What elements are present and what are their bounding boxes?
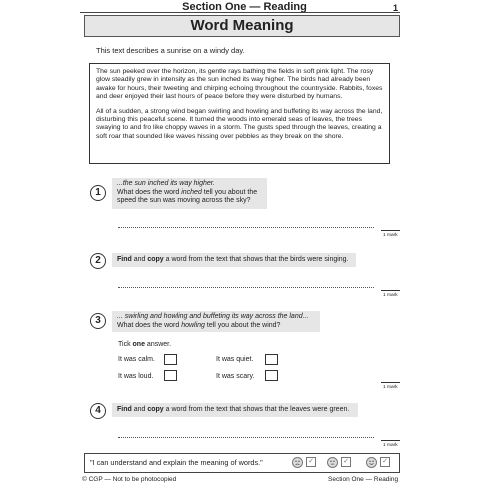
- question-2-mark-line: [381, 290, 400, 291]
- option-label-loud: It was loud.: [118, 373, 154, 380]
- page-number: 1: [392, 3, 398, 13]
- question-4-box: [112, 403, 358, 417]
- footer-section-label: Section One — Reading: [328, 476, 399, 483]
- question-1-text: What does the word inched tell you about the speed the sun was moving across the sky?: [117, 188, 258, 205]
- question-3-text: What does the word howling tell you about the wind?: [117, 321, 281, 329]
- question-3-mark: 1 mark: [383, 385, 398, 390]
- section-title: Section One — Reading: [182, 1, 307, 13]
- tick-instruction: Tick one answer.: [118, 341, 172, 348]
- question-2-mark: 1 mark: [383, 293, 398, 298]
- happy-face-icon: [366, 457, 377, 468]
- question-2-find: Find: [117, 256, 132, 263]
- question-1-text-keyword: inched: [181, 188, 202, 196]
- question-1-box: [112, 178, 267, 209]
- question-4-and: and: [131, 406, 148, 413]
- question-4-mark-line: [381, 440, 400, 441]
- question-4-number: 4: [90, 403, 106, 419]
- sad-face-icon: [292, 457, 303, 468]
- option-label-scary: It was scary.: [216, 373, 255, 380]
- question-3-box: [112, 311, 320, 332]
- header-rule: [80, 12, 400, 13]
- question-3-mark-line: [381, 382, 400, 383]
- happy-tick-box[interactable]: ✓: [380, 457, 390, 467]
- question-3-number: 3: [90, 313, 106, 329]
- question-1-mark: 1 mark: [383, 233, 398, 238]
- self-assessment-statement: "I can understand and explain the meaning of words.": [90, 458, 263, 467]
- question-1-quote: ...the sun inched its way higher.: [117, 180, 215, 187]
- sad-tick-box[interactable]: ✓: [306, 457, 316, 467]
- question-1-answer-line[interactable]: [118, 227, 374, 228]
- copyright-notice: © CGP — Not to be photocopied: [82, 476, 177, 483]
- option-checkbox-loud[interactable]: [164, 370, 177, 381]
- option-checkbox-quiet[interactable]: [265, 354, 278, 365]
- question-3-text-keyword: howling: [181, 321, 205, 329]
- question-2-and: and: [131, 256, 148, 263]
- question-1-number: 1: [90, 185, 106, 201]
- page-title: Word Meaning: [84, 15, 400, 37]
- passage-paragraph-2: All of a sudden, a strong wind began swirling and howling and buffeting its way across the land, disturbing this peaceful scene. It turned the woods into emerald seas of leaves, the trees swaying to and fro like choppy waves in a storm. The gusts sped through the leaves, creating a soft roar that sounded like waves hissing over pebbles as they break on the shore.: [96, 107, 383, 140]
- passage-paragraph-1: The sun peeked over the horizon, its gentle rays bathing the fields in soft pink light. The rosy glow steadily grew in intensity as the sun inched its way higher. The birds had already been awake for hours, their tweeting and chirping echoing throughout the countryside. Rabbits, foxes and deer enjoyed their last hours of peace before they were disturbed by humans.: [96, 68, 383, 101]
- question-4-answer-line[interactable]: [118, 437, 374, 438]
- question-3-quote: ... swirling and howling and buffeting its way across the land...: [117, 313, 309, 320]
- option-label-quiet: It was quiet.: [216, 356, 254, 363]
- reading-passage: [89, 63, 390, 164]
- question-4-text: a word from the text that shows that the leaves were green.: [163, 406, 350, 413]
- neutral-face-icon: [327, 457, 338, 468]
- neutral-tick-box[interactable]: ✓: [341, 457, 351, 467]
- question-2-number: 2: [90, 253, 106, 269]
- question-1-mark-line: [381, 230, 400, 231]
- option-checkbox-scary[interactable]: [265, 370, 278, 381]
- question-2-box: [112, 253, 356, 267]
- question-2-text: a word from the text that shows that the birds were singing.: [163, 256, 349, 263]
- question-4-find: Find: [117, 406, 132, 413]
- intro-text: This text describes a sunrise on a windy day.: [96, 46, 245, 55]
- option-label-calm: It was calm.: [118, 356, 155, 363]
- question-2-answer-line[interactable]: [118, 287, 374, 288]
- option-checkbox-calm[interactable]: [164, 354, 177, 365]
- question-4-mark: 1 mark: [383, 443, 398, 448]
- question-4-copy: copy: [147, 406, 164, 413]
- question-2-copy: copy: [147, 256, 164, 263]
